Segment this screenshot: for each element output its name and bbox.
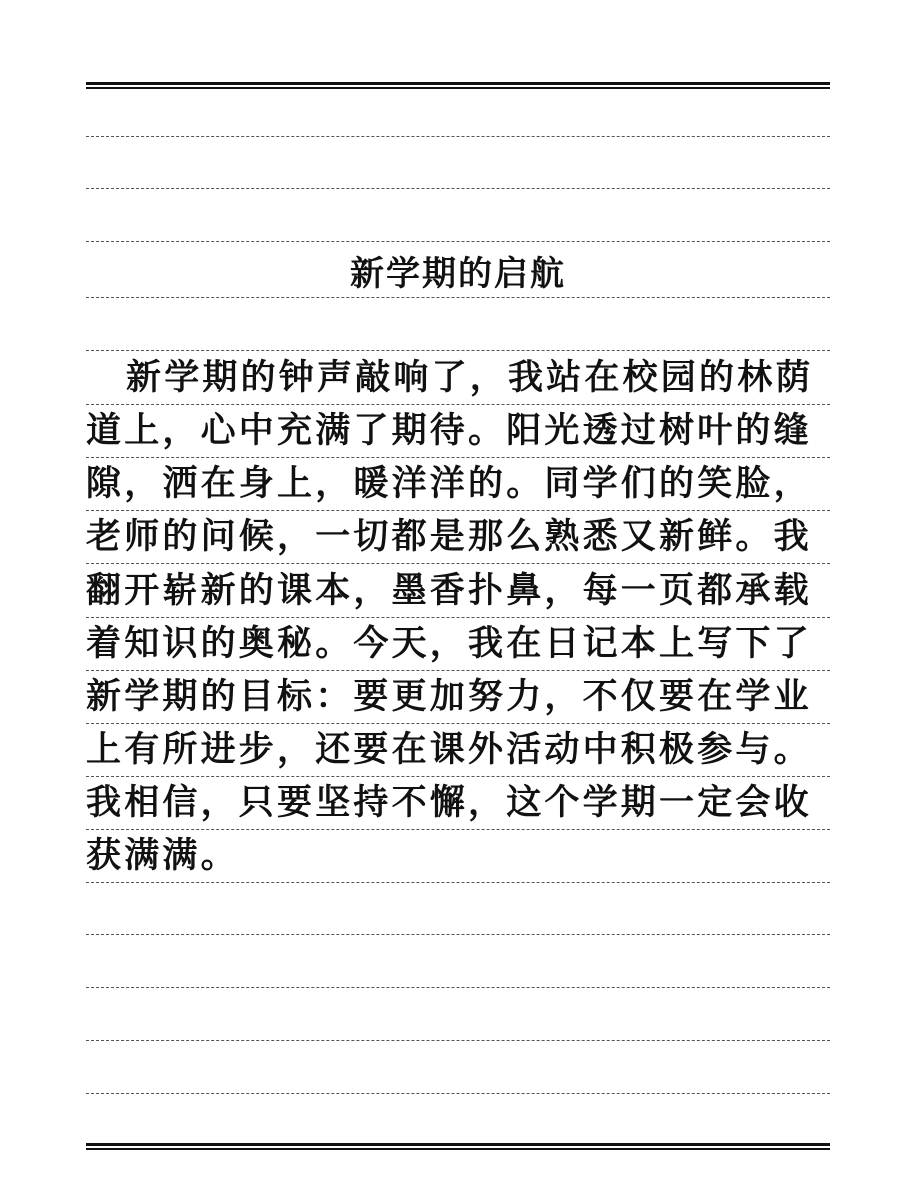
ruled-line [86, 241, 830, 242]
ruled-line [86, 136, 830, 137]
ruled-line [86, 882, 830, 883]
ruled-line [86, 188, 830, 189]
essay-line-9: 我相信，只要坚持不懈，这个学期一定会收 [86, 783, 812, 823]
essay-line-5: 翻开崭新的课本，墨香扑鼻，每一页都承载 [86, 571, 812, 611]
bottom-border-rule [86, 1143, 830, 1150]
essay-title: 新学期的启航 [350, 254, 566, 294]
ruled-line [86, 1040, 830, 1041]
ruled-line [86, 934, 830, 935]
essay-line-6: 着知识的奥秘。今天，我在日记本上写下了 [86, 624, 812, 664]
ruled-line [86, 297, 830, 298]
ruled-line [86, 1093, 830, 1094]
essay-line-7: 新学期的目标：要更加努力，不仅要在学业 [86, 677, 812, 717]
ruled-line [86, 350, 830, 351]
ruled-line [86, 563, 830, 564]
essay-line-1: 新学期的钟声敲响了，我站在校园的林荫 [126, 358, 814, 398]
top-border-rule [86, 82, 830, 89]
ruled-line [86, 987, 830, 988]
essay-line-4: 老师的问候，一切都是那么熟悉又新鲜。我 [86, 517, 812, 557]
essay-line-8: 上有所进步，还要在课外活动中积极参与。 [86, 730, 812, 770]
essay-line-10: 获满满。 [86, 836, 239, 876]
essay-line-2: 道上，心中充满了期待。阳光透过树叶的缝 [86, 411, 812, 451]
essay-line-3: 隙，洒在身上，暖洋洋的。同学们的笑脸， [86, 464, 812, 504]
